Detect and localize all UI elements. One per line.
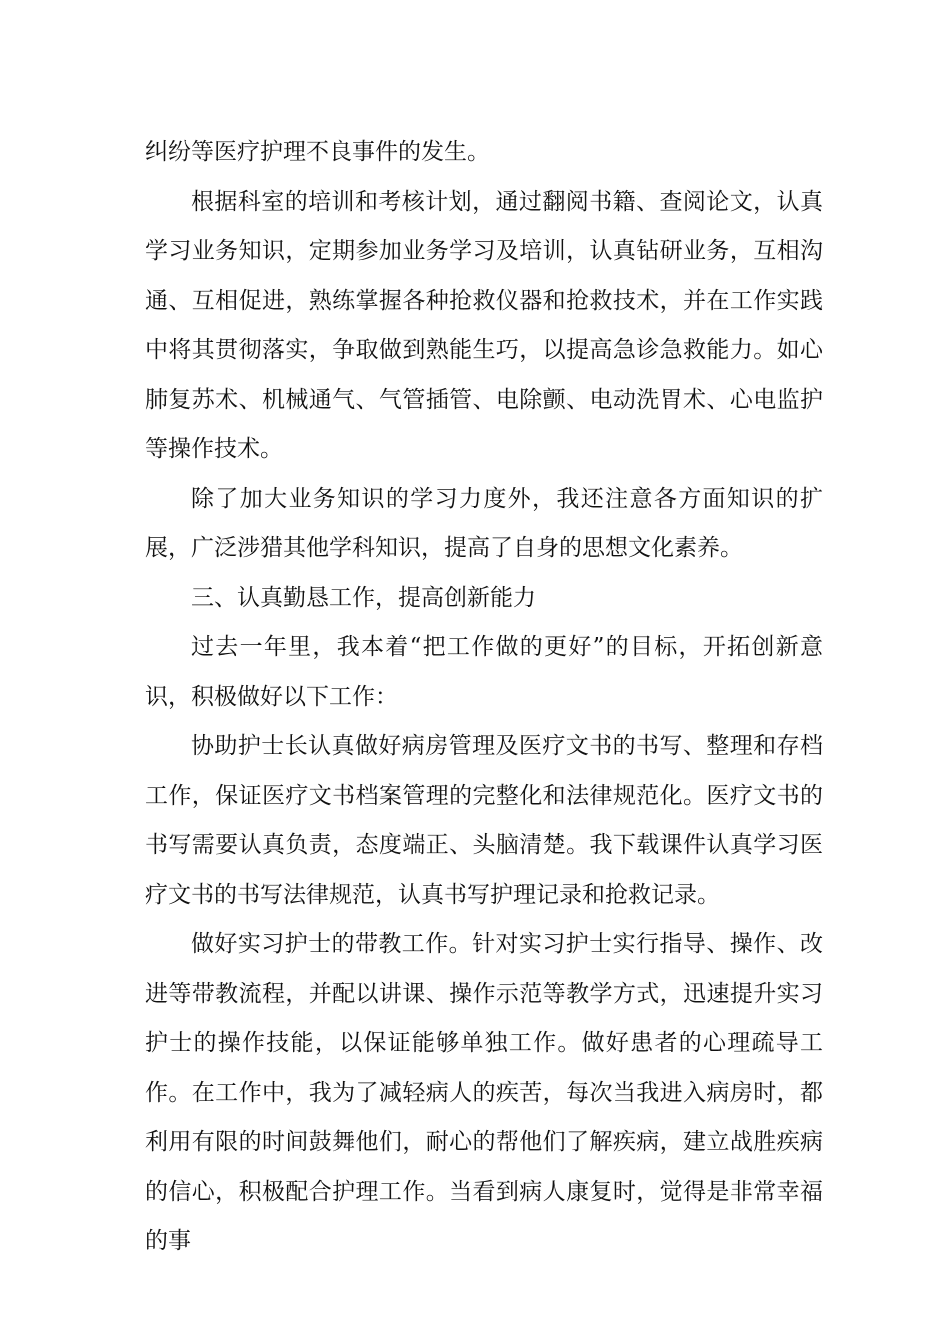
- paragraph: 做好实习护士的带教工作。针对实习护士实行指导、操作、改进等带教流程，并配以讲课、操作示范等教学方式，迅速提升实习护士的操作技能，以保证能够单独工作。做好患者的心理疏导工作。在工作中，我为了减轻病人的疾苦，每次当我进入病房时，都利用有限的时间鼓舞他们，耐心的帮他们了解疾病，建立战胜疾病的信心，积极配合护理工作。当看到病人康复时，觉得是非常幸福的事: [145, 931, 823, 1254]
- section-heading: 三、认真勤恳工作，提高创新能力: [191, 584, 536, 611]
- document-body: [145, 128, 823, 1267]
- paragraph: 根据科室的培训和考核计划，通过翻阅书籍、查阅论文，认真学习业务知识，定期参加业务学习及培训，认真钻研业务，互相沟通、互相促进，熟练掌握各种抢救仪器和抢救技术，并在工作实践中将其贯彻落实，争取做到熟能生巧，以提高急诊急救能力。如心肺复苏术、机械通气、气管插管、电除颤、电动洗胃术、心电监护等操作技术。: [145, 188, 823, 462]
- paragraph: 协助护士长认真做好病房管理及医疗文书的书写、整理和存档工作，保证医疗文书档案管理的完整化和法律规范化。医疗文书的书写需要认真负责，态度端正、头脑清楚。我下载课件认真学习医疗文书的书写法律规范，认真书写护理记录和抢救记录。: [145, 733, 823, 908]
- paragraph: 纠纷等医疗护理不良事件的发生。: [145, 139, 490, 165]
- paragraph: 除了加大业务知识的学习力度外，我还注意各方面知识的扩展，广泛涉猎其他学科知识，提高了自身的思想文化素养。: [145, 485, 823, 561]
- paragraph: 过去一年里，我本着“把工作做的更好”的目标，开拓创新意识，积极做好以下工作：: [145, 634, 823, 710]
